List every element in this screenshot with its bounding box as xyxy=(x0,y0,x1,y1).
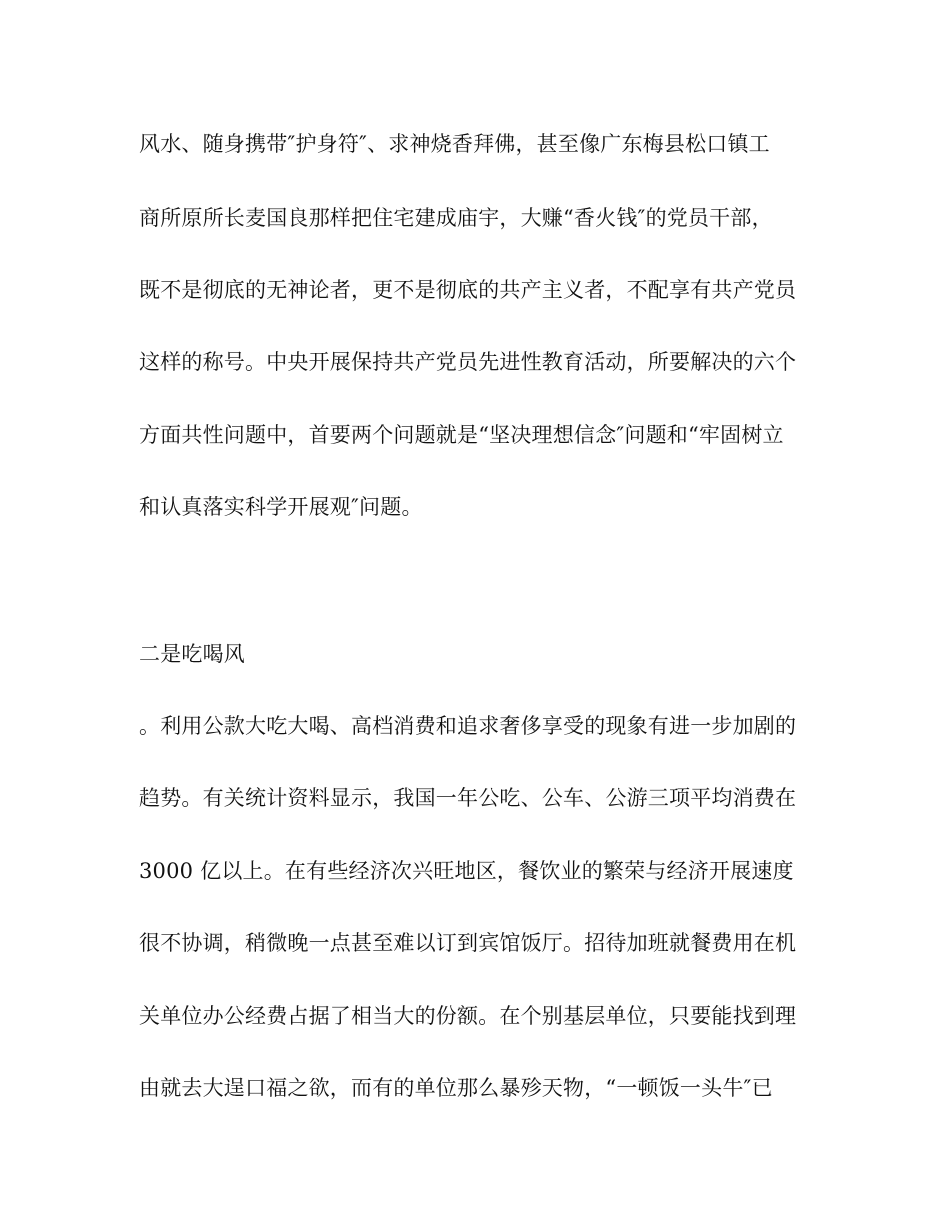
paragraph-line: 很不协调，稍微晚一点甚至难以订到宾馆饭厅。招待加班就餐费用在机 xyxy=(139,931,797,955)
paragraph-line: 。利用公款大吃大喝、高档消费和追求奢侈享受的现象有进一步加剧的 xyxy=(139,714,797,738)
paragraph-line: 关单位办公经费占据了相当大的份额。在个别基层单位，只要能找到理 xyxy=(139,1004,797,1028)
paragraph-line: 和认真落实科学开展观″问题。 xyxy=(139,495,423,519)
paragraph-line: 3000 亿以上。在有些经济次兴旺地区，餐饮业的繁荣与经济开展速度 xyxy=(139,859,794,883)
paragraph-line: 风水、随身携带″护身符″、求神烧香拜佛，甚至像广东梅县松口镇工 xyxy=(139,132,770,156)
paragraph-line: 商所原所长麦国良那样把住宅建成庙宇，大赚“香火钱″的党员干部， xyxy=(139,206,773,230)
paragraph-line: 由就去大逞口福之欲，而有的单位那么暴殄天物，“一顿饭一头牛″已 xyxy=(139,1076,773,1100)
paragraph-line: 这样的称号。中央开展保持共产党员先进性教育活动，所要解决的六个 xyxy=(139,350,797,374)
paragraph-line: 趋势。有关统计资料显示，我国一年公吃、公车、公游三项平均消费在 xyxy=(139,786,797,810)
paragraph-line: 方面共性问题中，首要两个问题就是“坚决理想信念″问题和“牢固树立 xyxy=(139,423,784,447)
section-heading: 二是吃喝风 xyxy=(139,642,245,666)
paragraph-line: 既不是彻底的无神论者，更不是彻底的共产主义者，不配享有共产党员 xyxy=(139,278,797,302)
